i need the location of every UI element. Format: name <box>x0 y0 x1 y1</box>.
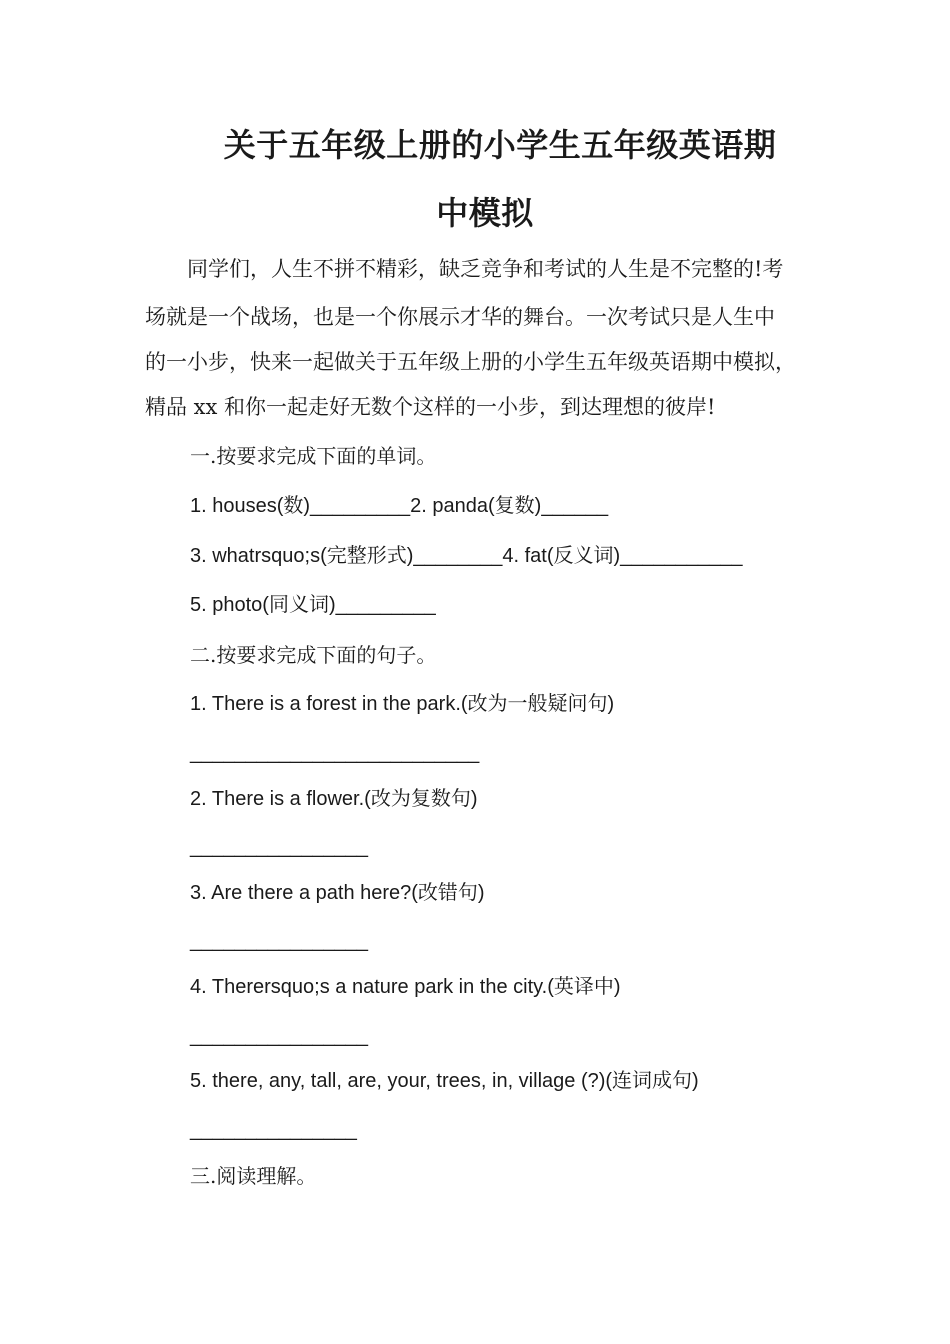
section1-line-1: 1. houses(数)_________2. panda(复数)______ <box>190 495 609 517</box>
section2-answer-line-4: ________________ <box>190 1025 368 1047</box>
intro-line-1: 同学们，人生不拼不精彩，缺乏竞争和考试的人生是不完整的!考 <box>145 257 784 281</box>
section3-heading: 三.阅读理解。 <box>190 1164 317 1188</box>
section2-answer-line-2: ________________ <box>190 836 368 858</box>
document-title-line1: 关于五年级上册的小学生五年级英语期 <box>223 126 777 164</box>
intro-line-4: 精品 xx 和你一起走好无数个这样的一小步，到达理想的彼岸! <box>145 395 716 419</box>
section2-answer-line-1: __________________________ <box>190 742 480 764</box>
document-title-line2: 中模拟 <box>436 194 534 232</box>
section2-heading: 二.按要求完成下面的句子。 <box>190 643 437 667</box>
intro-line-3: 的一小步，快来一起做关于五年级上册的小学生五年级英语期中模拟， <box>145 350 796 374</box>
section2-answer-line-3: ________________ <box>190 930 368 952</box>
section1-line-3: 5. photo(同义词)_________ <box>190 594 436 616</box>
section1-heading: 一.按要求完成下面的单词。 <box>190 444 437 468</box>
section2-answer-line-5: _______________ <box>190 1119 357 1141</box>
section2-question-3: 3. Are there a path here?(改错句) <box>190 882 485 904</box>
section1-line-2: 3. whatrsquo;s(完整形式)________4. fat(反义词)___________ <box>190 545 743 567</box>
section2-question-2: 2. There is a flower.(改为复数句) <box>190 788 478 810</box>
intro-line-2: 场就是一个战场，也是一个你展示才华的舞台。一次考试只是人生中 <box>145 305 775 329</box>
section2-question-4: 4. Therersquo;s a nature park in the city.(英译中) <box>190 976 621 998</box>
section2-question-5: 5. there, any, tall, are, your, trees, in, village (?)(连词成句) <box>190 1070 699 1092</box>
section2-question-1: 1. There is a forest in the park.(改为一般疑问句) <box>190 693 615 715</box>
